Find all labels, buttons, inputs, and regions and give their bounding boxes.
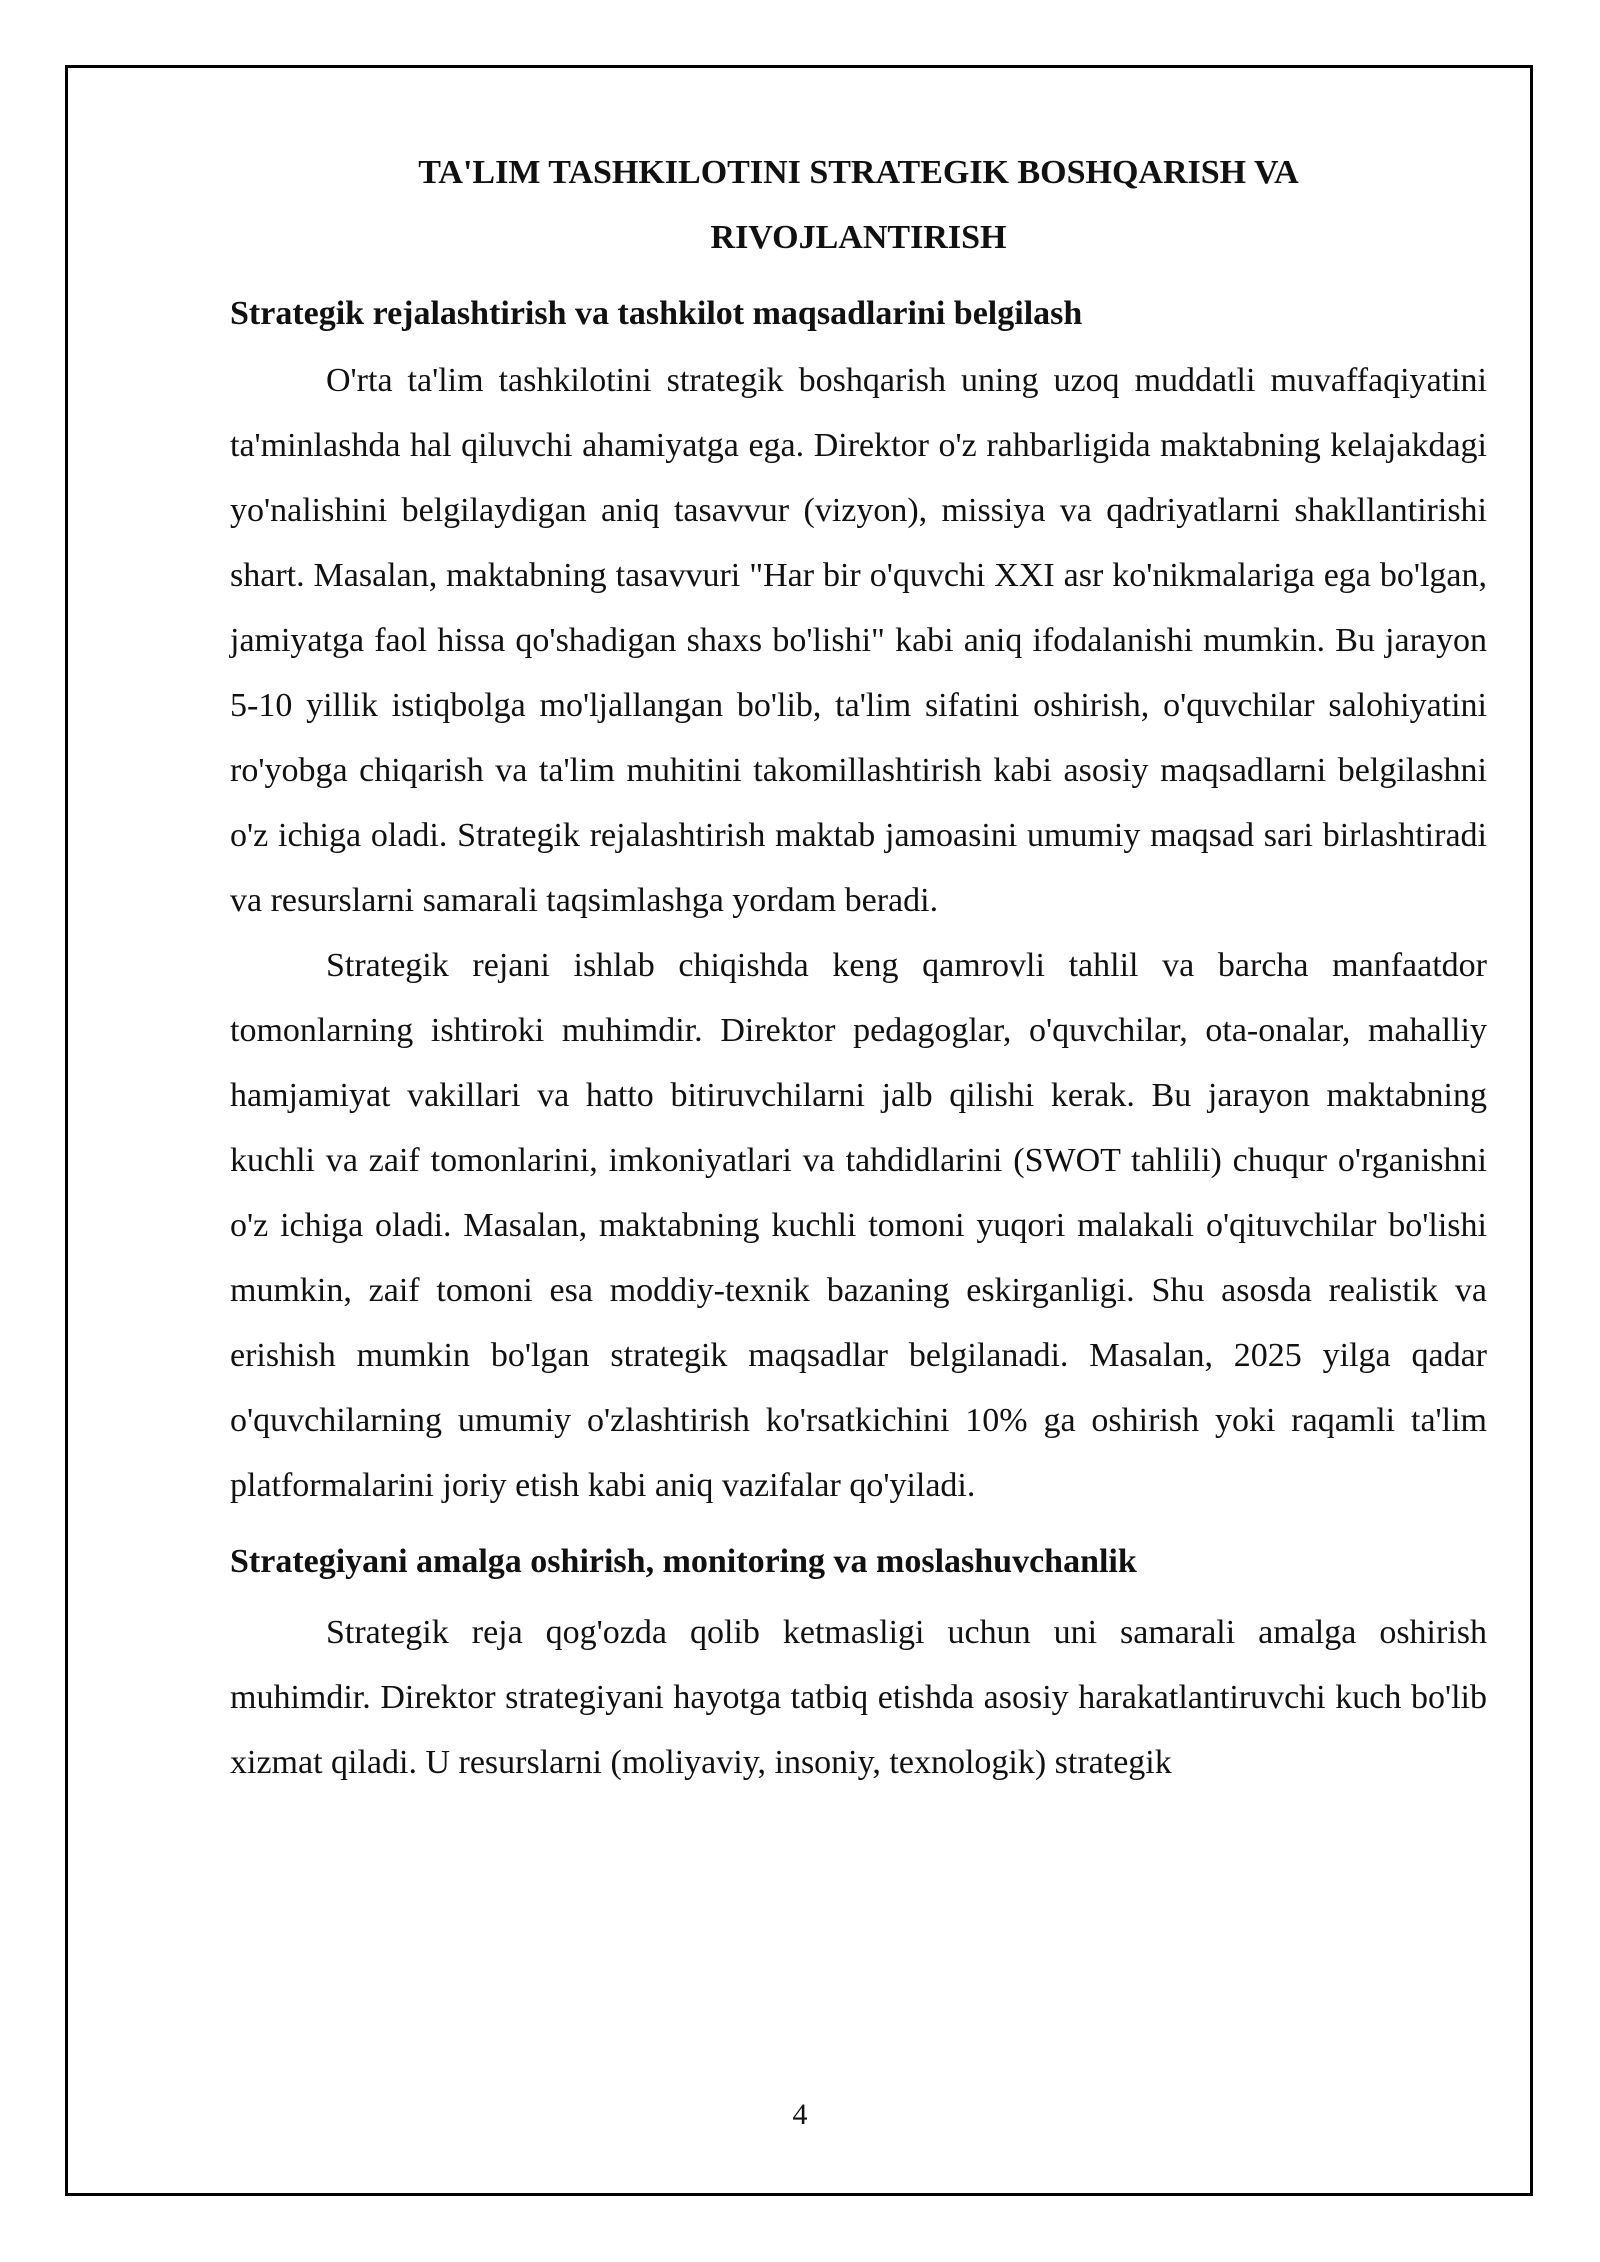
paragraph: O'rta ta'lim tashkilotini strategik boshqarish uning uzoq muddatli muvaffaqiyatini ta'minlashda hal qiluvchi ahamiyatga ega. Direktor o'z rahbarligida maktabning kelajakdagi yo'nalishini belgilaydigan aniq tasavvur (vizyon), missiya va qadriyatlarni shakllantirishi shart. Masalan, maktabning tasavvuri "Har bir o'quvchi XXI asr ko'nikmalariga ega bo'lgan, jamiyatga faol hissa qo'shadigan shaxs bo'lishi" kabi aniq ifodalanishi mumkin. Bu jarayon 5-10 yillik istiqbolga mo'ljallangan bo'lib, ta'lim sifatini oshirish, o'quvchilar salohiyatini ro'yobga chiqarish va ta'lim muhitini takomillashtirish kabi asosiy maqsadlarni belgilashni o'z ichiga oladi. Strategik rejalashtirish maktab jamoasini umumiy maqsad sari birlashtiradi va resurslarni samarali taqsimlashga yordam beradi. (230, 362, 1487, 919)
section-heading-strategic-planning: Strategik rejalashtirish va tashkilot maqsadlarini belgilash (230, 295, 1083, 332)
title-line-1: TA'LIM TASHKILOTINI STRATEGIK BOSHQARISH VA (418, 154, 1299, 191)
section-heading-implementation: Strategiyani amalga oshirish, monitoring va moslashuvchanlik (230, 1543, 1137, 1580)
page-number: 4 (792, 2098, 808, 2131)
paragraph: Strategik rejani ishlab chiqishda keng qamrovli tahlil va barcha manfaatdor tomonlarning ishtiroki muhimdir. Direktor pedagoglar, o'quvchilar, ota-onalar, mahalliy hamjamiyat vakillari va hatto bitiruvchilarni jalb qilishi kerak. Bu jarayon maktabning kuchli va zaif tomonlarini, imkoniyatlari va tahdidlarini (SWOT tahlili) chuqur o'rganishni o'z ichiga oladi. Masalan, maktabning kuchli tomoni yuqori malakali o'qituvchilar bo'lishi mumkin, zaif tomoni esa moddiy-texnik bazaning eskirganligi. Shu asosda realistik va erishish mumkin bo'lgan strategik maqsadlar belgilanadi. Masalan, 2025 yilga qadar o'quvchilarning umumiy o'zlashtirish ko'rsatkichini 10% ga oshirish yoki raqamli ta'lim platformalarini joriy etish kabi aniq vazifalar qo'yiladi. (230, 947, 1487, 1504)
paragraph: Strategik reja qog'ozda qolib ketmasligi uchun uni samarali amalga oshirish muhimdir. Direktor strategiyani hayotga tatbiq etishda asosiy harakatlantiruvchi kuch bo'lib xizmat qiladi. U resurslarni (moliyaviy, insoniy, texnologik) strategik (230, 1614, 1487, 1781)
document-title (230, 140, 1487, 270)
document-body (230, 140, 1487, 1795)
title-line-2: RIVOJLANTIRISH (710, 219, 1007, 256)
